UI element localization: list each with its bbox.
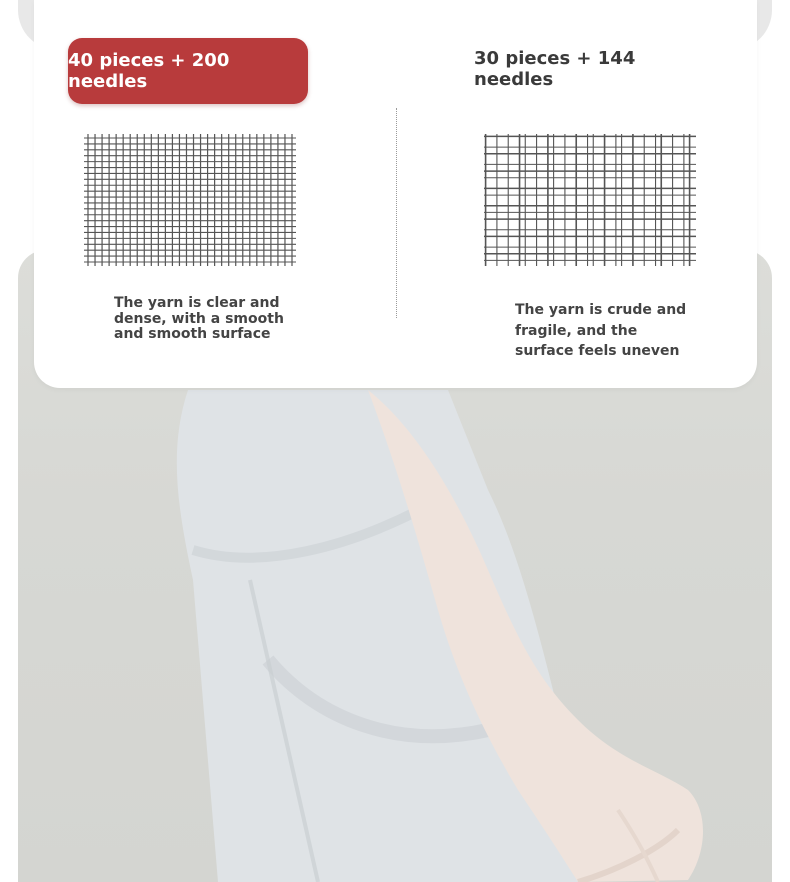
right-description: The yarn is crude and fragile, and the surface feels uneven — [515, 302, 687, 359]
badge-30-pieces — [474, 44, 704, 94]
dense-mesh-icon — [84, 134, 296, 266]
badge-40-pieces-label: 40 pieces + 200 needles — [68, 50, 230, 92]
divider-line — [396, 108, 397, 318]
sparse-mesh-icon — [484, 134, 696, 266]
left-description: The yarn is clear and dense, with a smooth and smooth surface — [114, 295, 284, 342]
badge-30-pieces-label: 30 pieces + 144 needles — [474, 48, 636, 90]
badge-40-pieces — [68, 38, 308, 104]
comparison-card — [34, 0, 757, 388]
